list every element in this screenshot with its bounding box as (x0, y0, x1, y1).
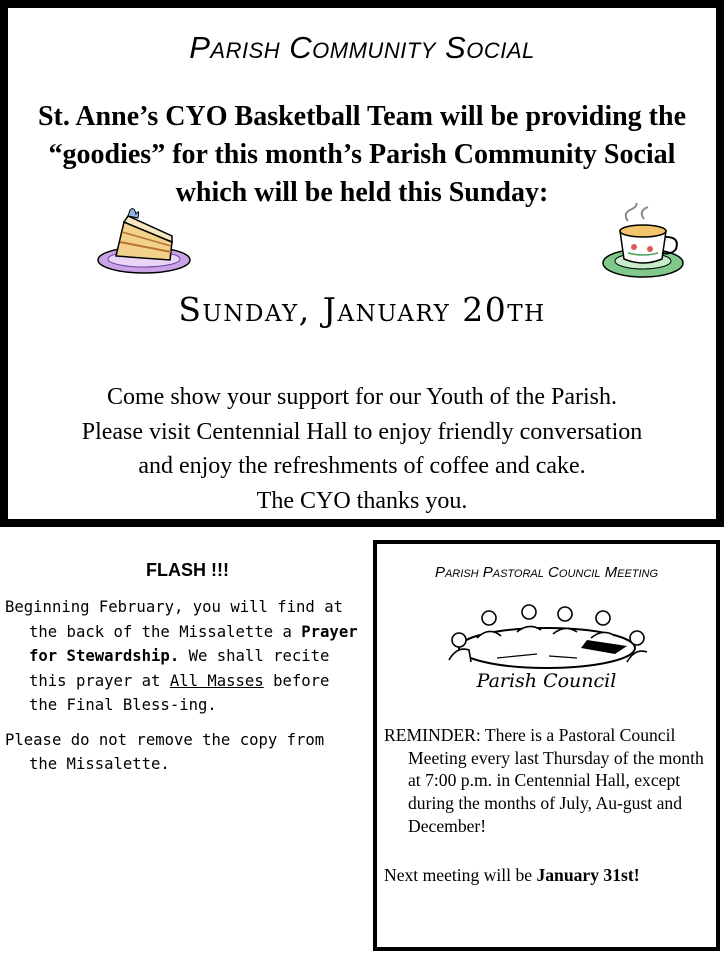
flash-notice (5, 560, 360, 860)
support-line: Come show your support for our Youth of the Parish. (107, 384, 617, 410)
social-title: Parish Community Social (189, 30, 535, 65)
flash-emphasis: Prayer for Stewardship. (29, 622, 358, 665)
flash-text: before the Final Bless-ing. (29, 671, 330, 714)
cake-slice-icon (94, 208, 194, 276)
council-reminder: REMINDER: There is a Pastoral Council Meeting every last Thursday of the month at 7:00 p.m. in Centennial Hall, except during the months of July, Au-gust and December! (384, 725, 704, 836)
next-meeting-date: January 31st! (536, 865, 640, 885)
support-message (16, 380, 708, 518)
support-line: Please visit Centennial Hall to enjoy friendly conversation (81, 418, 643, 445)
flash-paragraph (5, 595, 360, 718)
flash-text: We shall recite this prayer at (29, 647, 330, 690)
council-logo-text: Parish Council (476, 670, 617, 692)
support-line: The CYO thanks you. (256, 487, 468, 514)
next-meeting (384, 864, 712, 887)
flash-paragraph: Please do not remove the copy from the Missalette. (5, 730, 325, 773)
council-meeting-notice (373, 540, 720, 951)
flash-text: Beginning February, you will find at the back of the Missalette a (5, 598, 343, 641)
event-date: Sunday, January 20th (178, 290, 546, 329)
flash-title: FLASH !!! (146, 560, 229, 580)
social-lead-text: St. Anne’s CYO Basketball Team will be providing the “goodies” for this month’s Parish Community Social which will be held this Sunday: (37, 101, 686, 208)
flash-underline: All Masses (169, 671, 264, 690)
next-meeting-label: Next meeting will be (384, 865, 537, 885)
coffee-cup-icon (598, 203, 688, 283)
support-line: and enjoy the refreshments of coffee and cake. (138, 453, 586, 479)
council-title: Parish Pastoral Council Meeting (434, 564, 659, 581)
